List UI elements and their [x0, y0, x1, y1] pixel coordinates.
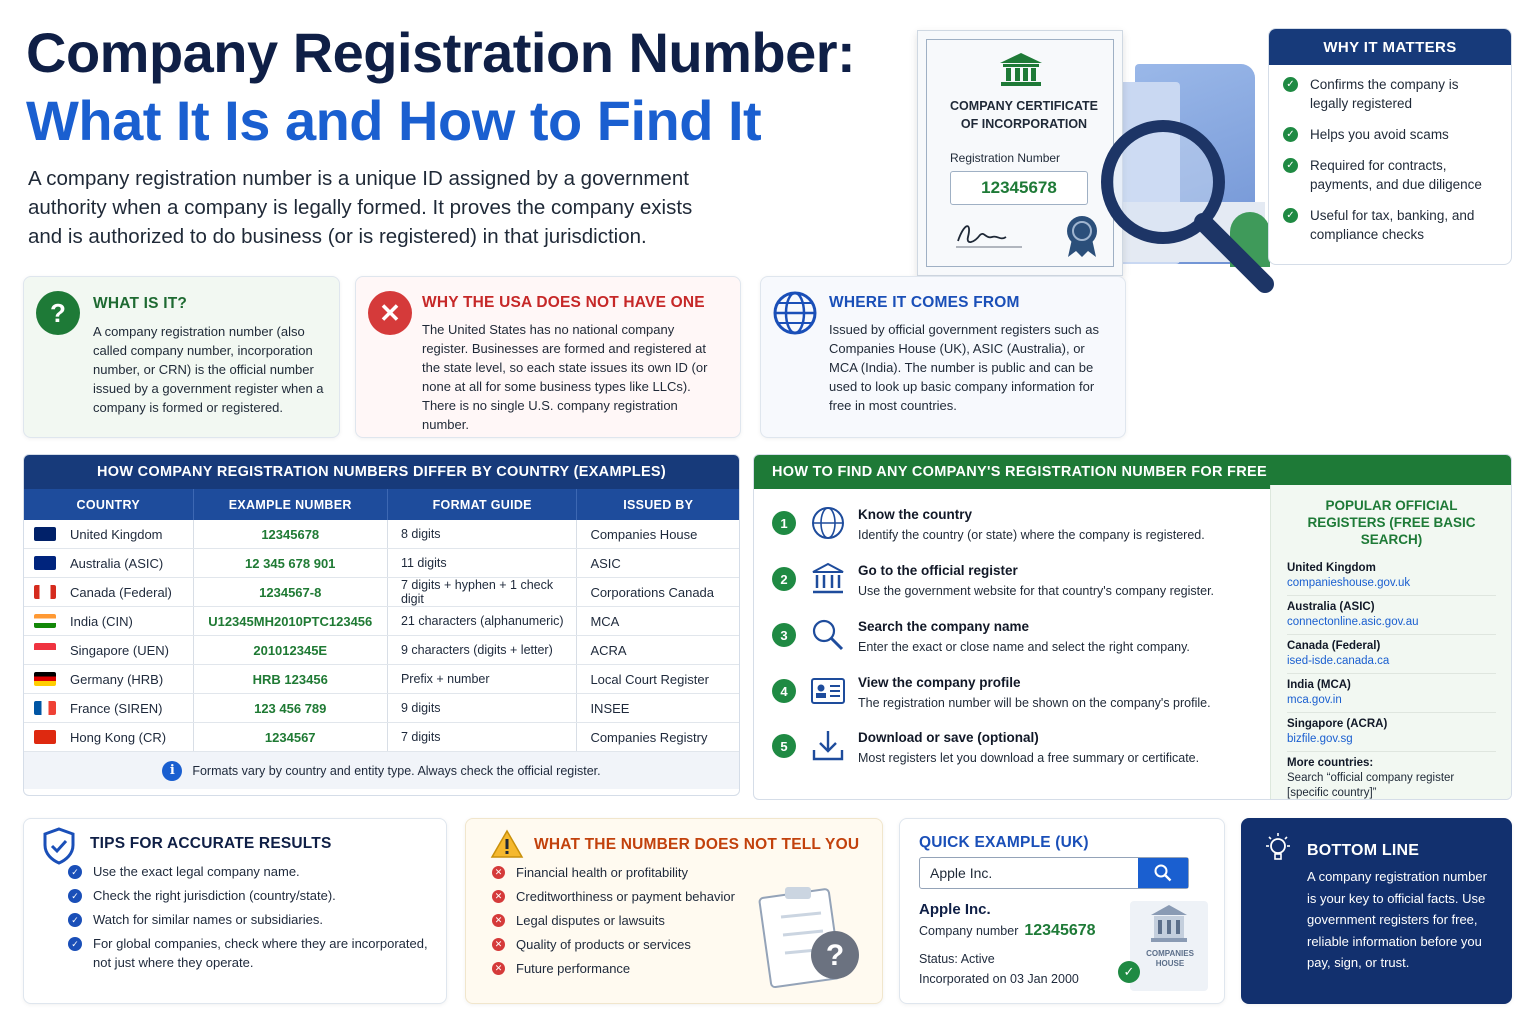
list-item: ✓ Watch for similar names or subsidiaries.	[68, 910, 438, 929]
table-row: Australia (ASIC) 12 345 678 901 11 digits ASIC	[24, 549, 739, 578]
x-icon: ✕	[492, 866, 505, 879]
where-card	[760, 276, 1126, 438]
search-icon	[1154, 864, 1172, 882]
intro-text: A company registration number is a unique ID assigned by a government authority when a company is legally formed. It proves the company exists and is authorized to do business (or is registered) in that jurisdiction.	[28, 167, 693, 248]
quick-example-card	[899, 818, 1225, 1004]
warning-icon	[490, 829, 524, 859]
more-countries: More countries: Search “official company register [specific country]”	[1287, 757, 1455, 799]
table-row: Hong Kong (CR) 1234567 7 digits Companies Registry	[24, 723, 739, 752]
register-item[interactable]: India (MCA) mca.gov.in	[1287, 674, 1496, 713]
list-item: ✓ Useful for tax, banking, and compliance checks	[1283, 206, 1499, 244]
building-icon	[1148, 903, 1190, 943]
x-icon: ✕	[492, 914, 505, 927]
flag-icon	[34, 556, 56, 570]
flag-icon	[34, 585, 56, 599]
check-icon: ✓	[68, 865, 82, 879]
globe-icon	[772, 290, 818, 336]
register-item[interactable]: United Kingdom companieshouse.gov.uk	[1287, 557, 1496, 596]
country-table	[23, 454, 740, 796]
what-is-it-body: A company registration number (also called company number, incorporation number, or CRN) is the official number issued by a government register when a company is formed or registered.	[93, 324, 324, 415]
check-icon: ✓	[1283, 127, 1298, 142]
table-row: Singapore (UEN) 201012345E 9 characters (digits + letter) ACRA	[24, 636, 739, 665]
where-body: Issued by official government registers such as Companies House (UK), ASIC (Australia), or MCA (India). The number is public and can be used to look up basic company information for free in most countries.	[829, 322, 1100, 413]
registration-label: Registration Number	[950, 151, 1061, 165]
why-it-matters-title: WHY IT MATTERS	[1269, 29, 1511, 65]
registers-title: POPULAR OFFICIAL REGISTERS (FREE BASIC SEARCH)	[1307, 498, 1476, 547]
search-bar[interactable]	[919, 857, 1189, 889]
hero-illustration	[905, 22, 1275, 294]
how-to-find-title: HOW TO FIND ANY COMPANY'S REGISTRATION NUMBER FOR FREE	[754, 455, 1511, 489]
flag-icon	[34, 643, 56, 657]
status-text: Status: Active	[919, 952, 995, 966]
x-icon: ✕	[492, 890, 505, 903]
table-row: France (SIREN) 123 456 789 9 digits INSEE	[24, 694, 739, 723]
x-icon: ✕	[492, 962, 505, 975]
register-item[interactable]: Singapore (ACRA) bizfile.gov.sg	[1287, 713, 1496, 752]
check-icon: ✓	[68, 913, 82, 927]
check-icon: ✓	[1283, 77, 1298, 92]
bottom-line-body: A company registration number is your key to official facts. Use government registers for free, reliable information before you pay, sign, or trust.	[1307, 869, 1487, 970]
list-item: ✓ Required for contracts, payments, and due diligence	[1283, 156, 1499, 194]
certificate-card	[917, 30, 1123, 276]
how-to-find-panel	[753, 454, 1512, 800]
certificate-title: COMPANY CERTIFICATE OF INCORPORATION	[950, 99, 1098, 131]
register-link[interactable]: mca.gov.in	[1287, 694, 1342, 706]
why-it-matters-panel	[1268, 28, 1512, 265]
profile-card-icon	[810, 673, 846, 709]
list-item: ✕ Creditworthiness or payment behavior	[492, 887, 772, 906]
check-icon: ✓	[68, 889, 82, 903]
list-item: ✕ Future performance	[492, 959, 772, 978]
check-icon: ✓	[1283, 208, 1298, 223]
usa-title: WHY THE USA DOES NOT HAVE ONE	[422, 294, 705, 311]
not-tell-card	[465, 818, 883, 1004]
companies-house-building	[1123, 901, 1208, 991]
register-link[interactable]: ised-isde.canada.ca	[1287, 655, 1390, 667]
flag-icon	[34, 527, 56, 541]
tips-title: TIPS FOR ACCURATE RESULTS	[90, 835, 332, 852]
step-1: 1 Know the country Identify the country (or state) where the company is registered.	[772, 505, 1272, 555]
flag-icon	[34, 614, 56, 628]
table-row: Germany (HRB) HRB 123456 Prefix + number Local Court Register	[24, 665, 739, 694]
flag-icon	[34, 730, 56, 744]
bank-icon	[810, 561, 846, 597]
info-icon: i	[162, 761, 182, 781]
step-5: 5 Download or save (optional) Most registers let you download a free summary or certificate.	[772, 728, 1272, 778]
search-button[interactable]	[1138, 858, 1188, 888]
bank-icon	[998, 51, 1044, 87]
verified-icon: ✓	[1118, 961, 1140, 983]
list-item: ✓ For global companies, check where they are incorporated, not just where they operate.	[68, 934, 438, 972]
page-title-line2: What It Is and How to Find It	[26, 89, 762, 152]
flag-icon	[34, 701, 56, 715]
what-is-it-card	[23, 276, 340, 438]
list-item: ✓ Use the exact legal company name.	[68, 862, 438, 881]
bottom-line-card	[1241, 818, 1512, 1004]
list-item: ✓ Helps you avoid scams	[1283, 125, 1499, 144]
magnifier-icon	[1095, 118, 1280, 298]
svg-text:?: ?	[825, 939, 845, 972]
bottom-line-title: BOTTOM LINE	[1307, 842, 1420, 859]
company-number-row: Company number 12345678	[919, 922, 1096, 939]
globe-icon	[810, 505, 846, 541]
where-title: WHERE IT COMES FROM	[829, 294, 1020, 311]
step-2: 2 Go to the official register Use the government website for that country's company register.	[772, 561, 1272, 611]
list-item: ✕ Legal disputes or lawsuits	[492, 911, 772, 930]
download-icon	[810, 728, 846, 764]
close-icon: ✕	[368, 291, 412, 335]
registration-number-box: 12345678	[950, 171, 1088, 205]
quick-example-title: QUICK EXAMPLE (UK)	[919, 834, 1089, 851]
company-number: 12345678	[1024, 922, 1096, 939]
list-item: ✓ Confirms the company is legally registered	[1283, 75, 1499, 113]
page-title-line1: Company Registration Number:	[26, 21, 856, 84]
check-icon: ✓	[1283, 158, 1298, 173]
usa-card	[355, 276, 741, 438]
check-icon: ✓	[68, 937, 82, 951]
incorporated-text: Incorporated on 03 Jan 2000	[919, 972, 1079, 986]
building-sign: COMPANIES HOUSE	[1146, 949, 1194, 968]
what-is-it-title: WHAT IS IT?	[93, 295, 188, 312]
list-item: ✕ Quality of products or services	[492, 935, 772, 954]
question-icon: ?	[36, 291, 80, 335]
table-title: HOW COMPANY REGISTRATION NUMBERS DIFFER BY COUNTRY (EXAMPLES)	[24, 455, 739, 489]
search-icon	[810, 617, 846, 653]
register-link[interactable]: companieshouse.gov.uk	[1287, 577, 1411, 589]
register-item[interactable]: Canada (Federal) ised-isde.canada.ca	[1287, 635, 1496, 674]
result-name: Apple Inc.	[919, 901, 991, 918]
table-note: i Formats vary by country and entity type. Always check the official register.	[24, 752, 739, 789]
flag-icon	[34, 672, 56, 686]
usa-body: The United States has no national company register. Businesses are formed and registered at the state level, so each state issues its own ID (or none at all for some business types like LLCs). There is no single U.S. company registration number.	[422, 322, 708, 432]
table-row: India (CIN) U12345MH2010PTC123456 21 characters (alphanumeric) MCA	[24, 607, 739, 636]
x-icon: ✕	[492, 938, 505, 951]
table-header: COUNTRY EXAMPLE NUMBER FORMAT GUIDE ISSUED BY	[24, 489, 739, 520]
table-row: United Kingdom 12345678 8 digits Companies House	[24, 520, 739, 549]
list-item: ✓ Check the right jurisdiction (country/state).	[68, 886, 438, 905]
search-input[interactable]	[920, 858, 1138, 888]
register-item[interactable]: Australia (ASIC) connectonline.asic.gov.au	[1287, 596, 1496, 635]
clipboard-icon	[751, 883, 871, 993]
popular-registers	[1270, 485, 1512, 800]
not-tell-title: WHAT THE NUMBER DOES NOT TELL YOU	[534, 836, 860, 853]
step-4: 4 View the company profile The registration number will be shown on the company's profile.	[772, 673, 1272, 723]
register-link[interactable]: connectonline.asic.gov.au	[1287, 616, 1419, 628]
lightbulb-icon	[1263, 832, 1293, 866]
shield-icon	[42, 827, 76, 865]
tips-card	[23, 818, 447, 1004]
table-row: Canada (Federal) 1234567-8 7 digits + hyphen + 1 check digit Corporations Canada	[24, 578, 739, 607]
register-link[interactable]: bizfile.gov.sg	[1287, 733, 1353, 745]
signature-icon	[954, 217, 1024, 253]
step-3: 3 Search the company name Enter the exact or close name and select the right company.	[772, 617, 1272, 667]
list-item: ✕ Financial health or profitability	[492, 863, 772, 882]
